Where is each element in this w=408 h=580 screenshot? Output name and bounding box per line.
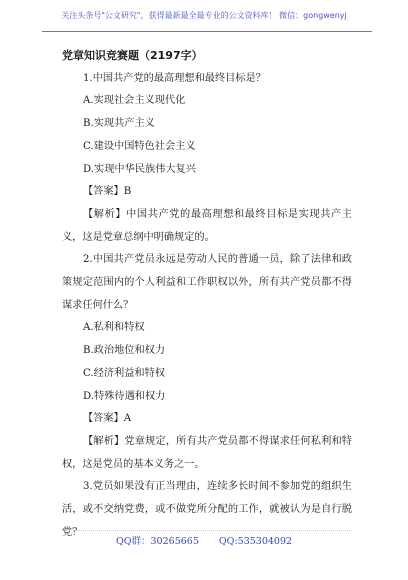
header-banner: 关注头条号"公文研究"，获得最新最全最专业的公文资料库！ 微信：gongwenyj [61, 11, 347, 20]
question-3: 3.党员如果没有正当理由，连续多长时间不参加党的组织生活，或不交纳党费，或不做党所分配的工作，就被认为是自行脱党？ [62, 481, 352, 538]
header-divider [42, 31, 372, 32]
question-1: 1.中国共产党的最高理想和最终目标是？ [83, 72, 266, 84]
question-2: 2.中国共产党员永远是劳动人民的普通一员，除了法律和政策规定范围内的个人利益和工作职权以外，所有共产党员都不得谋求任何什么？ [62, 254, 352, 311]
question-2-option-b: B.政治地位和权力 [83, 345, 166, 357]
question-1-option-d: D.实现中华民族伟大复兴 [83, 163, 196, 175]
question-2-option-c: C.经济利益和特权 [83, 367, 165, 379]
question-2-answer: 【答案】A [83, 413, 132, 425]
footer-divider [62, 530, 352, 531]
question-2-option-a: A.私利和特权 [83, 322, 145, 334]
document-content [62, 45, 352, 544]
footer-qq-group: QQ群：30265665 [115, 536, 199, 547]
question-1-analysis: 【解析】中国共产党的最高理想和最终目标是实现共产主义，这是党章总纲中明确规定的。 [62, 208, 352, 243]
question-1-answer: 【答案】B [83, 186, 132, 198]
question-2-option-d: D.特殊待遇和权力 [83, 390, 166, 402]
footer-qq: QQ:535304092 [218, 536, 293, 547]
footer [0, 533, 408, 547]
document-title: 党章知识竞赛题（2197字） [62, 49, 203, 62]
question-1-option-c: C.建设中国特色社会主义 [83, 140, 196, 152]
question-1-option-a: A.实现社会主义现代化 [83, 95, 186, 107]
question-2-analysis: 【解析】党章规定，所有共产党员都不得谋求任何私利和特权，这是党员的基本义务之一。 [62, 435, 352, 470]
question-1-option-b: B.实现共产主义 [83, 118, 155, 130]
